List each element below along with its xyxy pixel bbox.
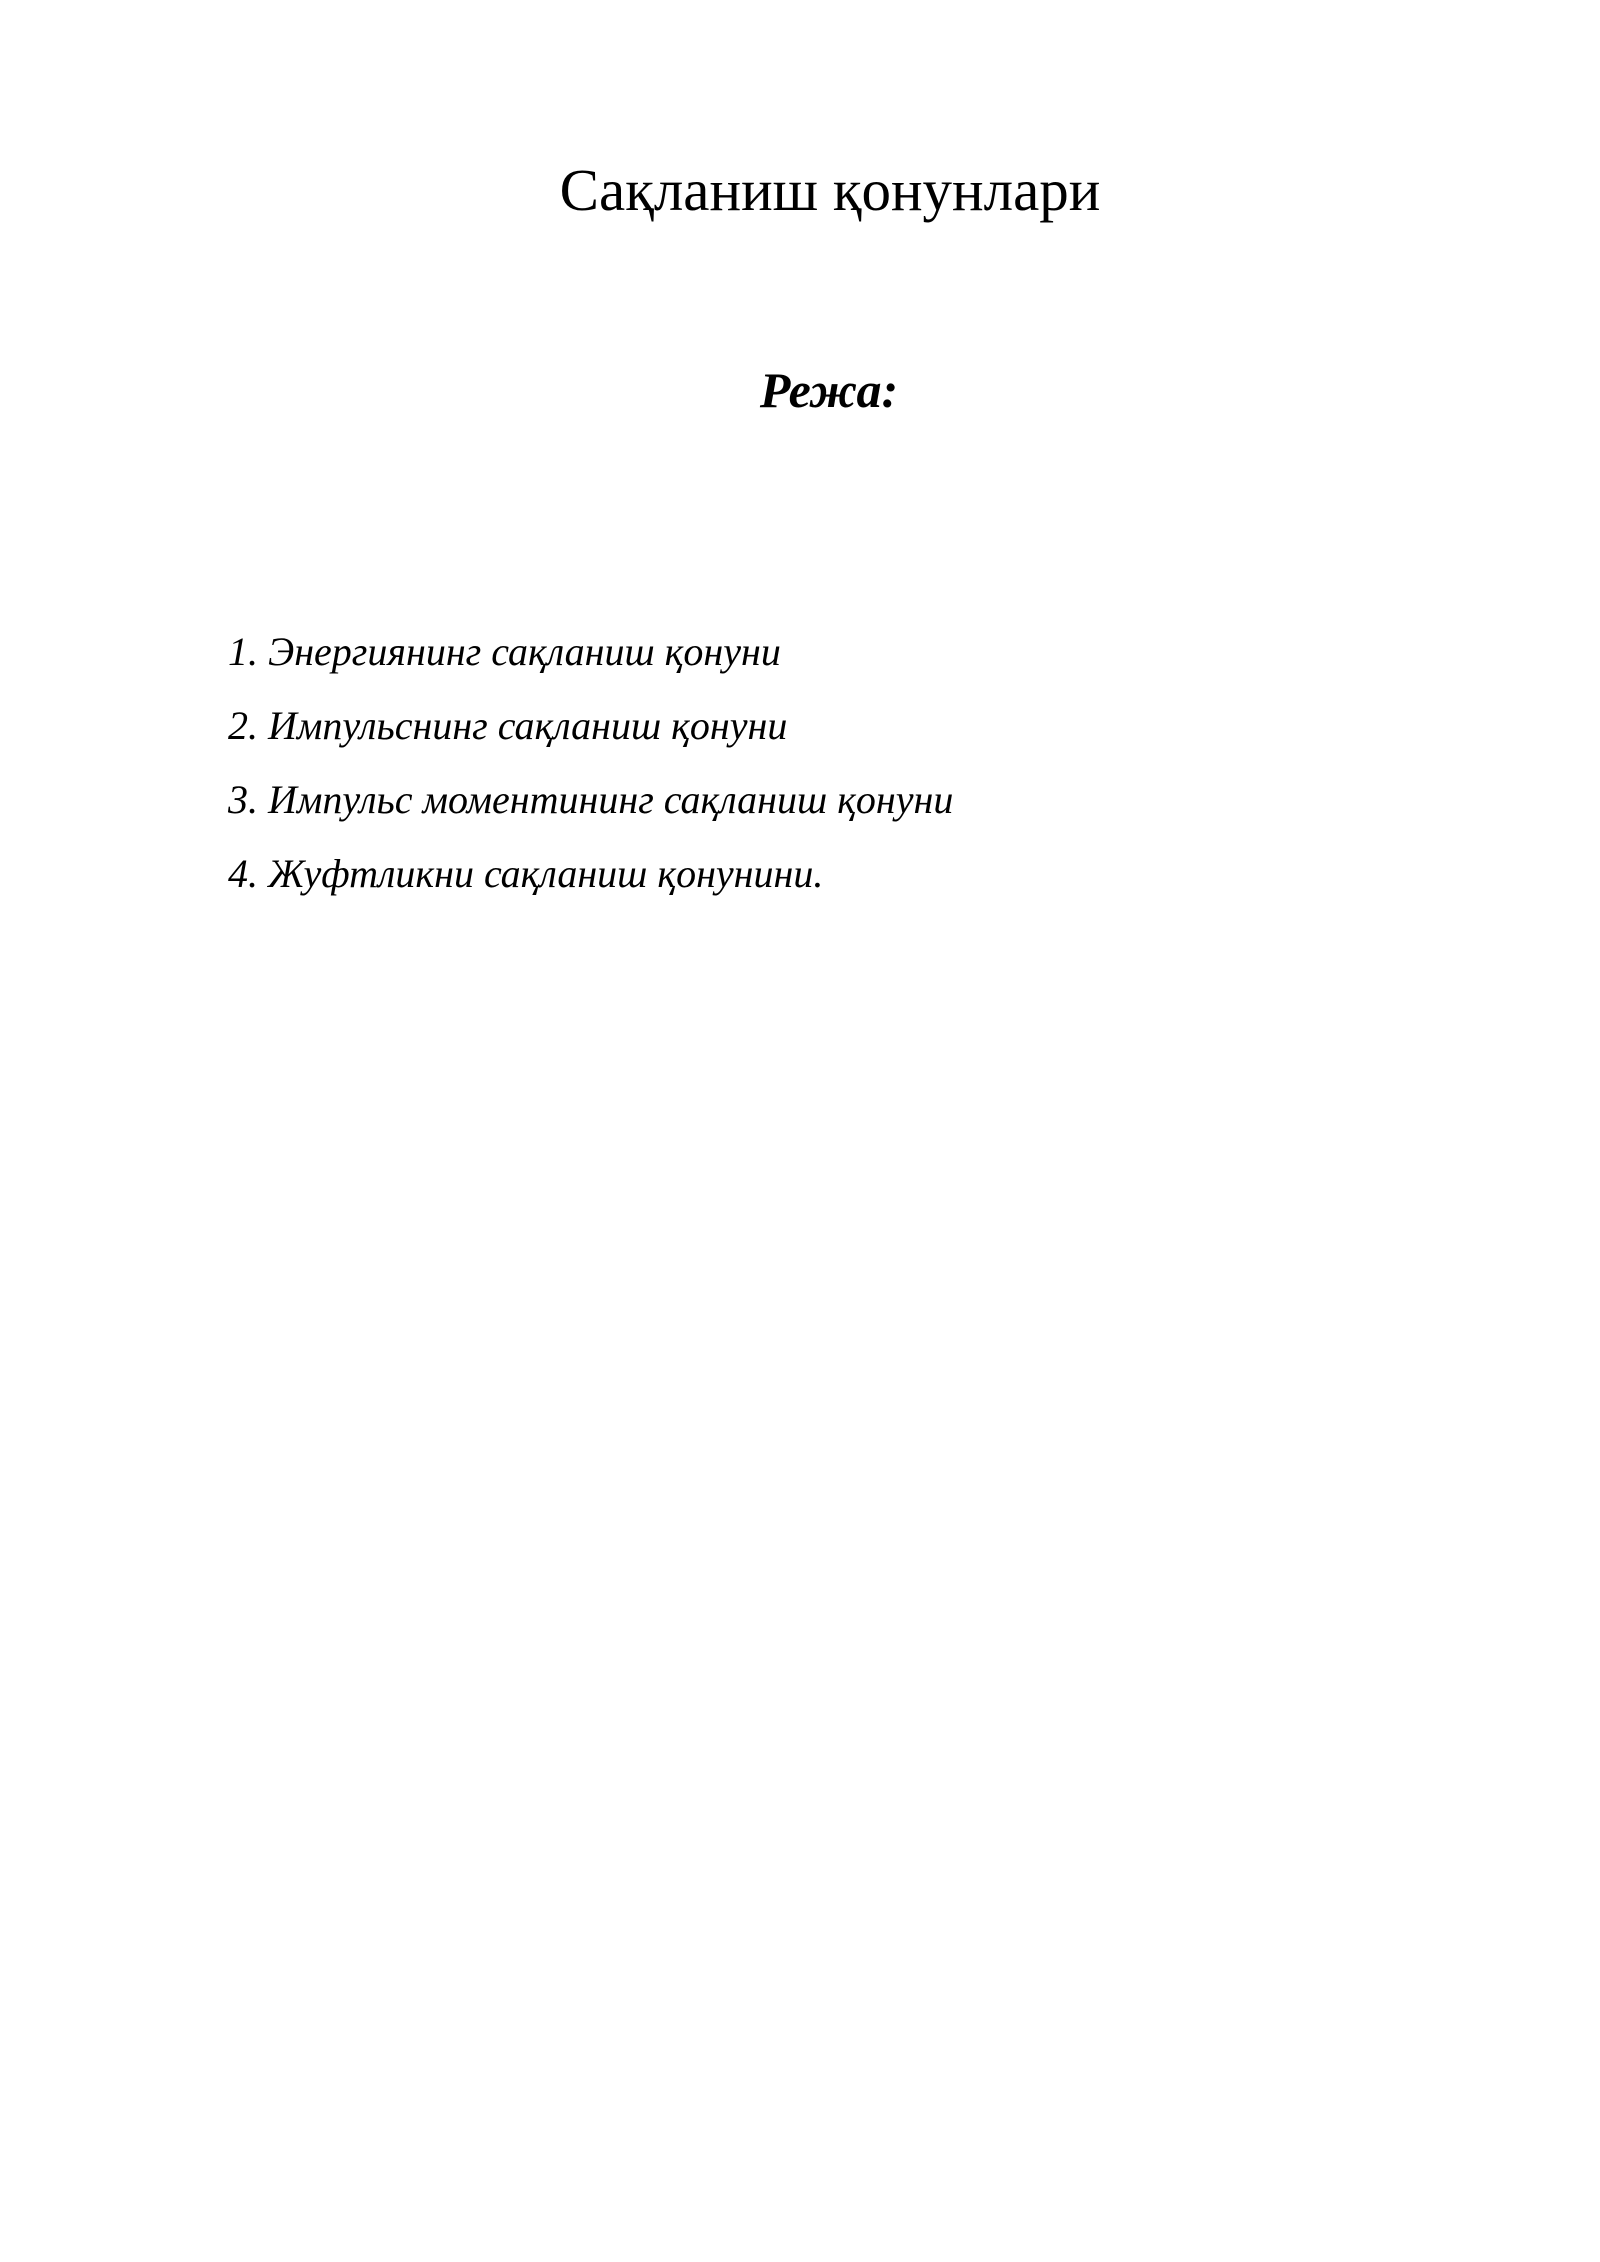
plan-item-number: 4. xyxy=(228,851,258,896)
plan-item-text: Жуфтликни сақланиш қонунини. xyxy=(268,851,824,896)
plan-item-number: 1. xyxy=(228,629,258,674)
document-title: Сақланиш қонунлари xyxy=(559,157,1101,223)
plan-heading: Режа: xyxy=(759,362,899,418)
plan-item-text: Энергиянинг сақланиш қонуни xyxy=(268,629,781,674)
plan-item-number: 2. xyxy=(228,703,258,748)
plan-item-4 xyxy=(228,844,1428,918)
plan-item-3 xyxy=(228,770,1428,844)
plan-item-number: 3. xyxy=(228,777,258,822)
plan-item-text: Импульснинг сақланиш қонуни xyxy=(268,703,788,748)
plan-list xyxy=(228,622,1428,918)
plan-item-2 xyxy=(228,696,1428,770)
plan-item-text: Импульс моментининг сақланиш қонуни xyxy=(268,777,954,822)
plan-item-1 xyxy=(228,622,1428,696)
